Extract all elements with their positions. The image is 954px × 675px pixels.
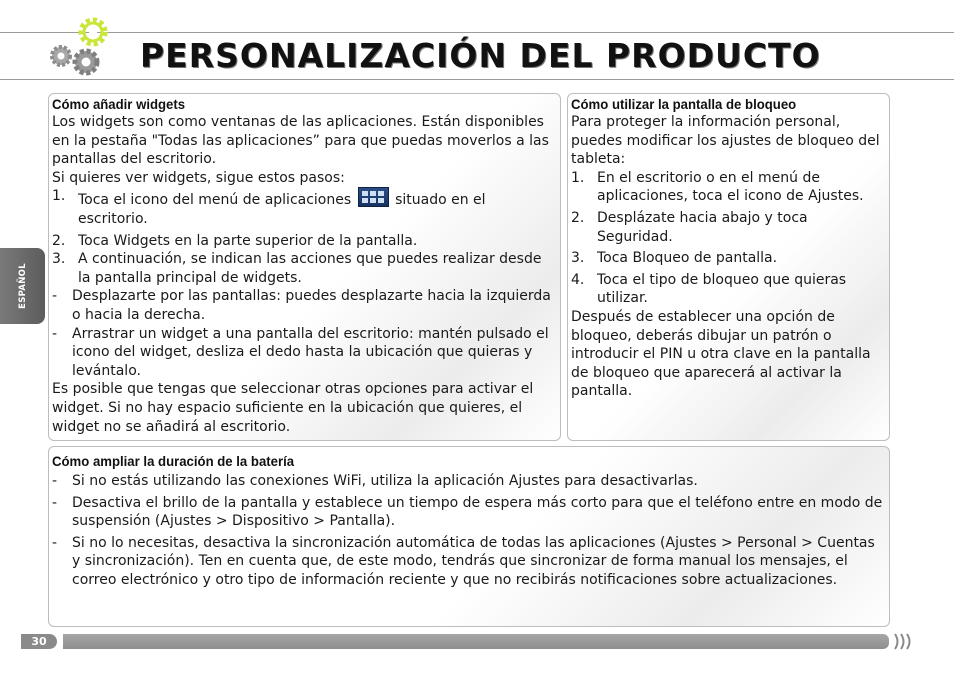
header-bottom-rule <box>0 79 954 80</box>
step-text: Desplázate hacia abajo y toca Seguridad. <box>597 209 808 245</box>
lock-intro: Para proteger la información personal, puedes modificar los ajustes de bloqueo del tableta: <box>571 114 880 168</box>
list-item <box>52 287 557 324</box>
list-item <box>571 249 886 268</box>
action-text: Arrastrar un widget a una pantalla del escritorio: mantén pulsado el icono del widget, desliza el dedo hasta la ubicación que quieras y levántalo. <box>72 325 549 379</box>
widgets-steps <box>52 187 557 287</box>
widgets-lead: Si quieres ver widgets, sigue estos pasos: <box>52 169 345 186</box>
list-marker: - <box>52 473 58 489</box>
list-item <box>52 187 557 228</box>
step-text: Toca Bloqueo de pantalla. <box>597 250 778 267</box>
list-item <box>571 271 886 308</box>
list-marker: - <box>52 325 58 342</box>
widgets-section <box>48 93 561 441</box>
lock-screen-section <box>567 93 890 441</box>
list-item <box>571 209 886 246</box>
list-item <box>52 250 557 287</box>
page-number: 30 <box>21 634 57 649</box>
battery-heading: Cómo ampliar la duración de la batería <box>52 453 295 469</box>
page-title: PERSONALIZACIÓN DEL PRODUCTO <box>140 36 821 75</box>
list-marker: - <box>52 534 58 551</box>
list-marker: 1. <box>571 169 585 186</box>
gears-icon <box>46 14 112 82</box>
list-item <box>52 232 557 251</box>
list-item <box>52 494 886 531</box>
list-marker: 1. <box>52 188 66 205</box>
lock-heading: Cómo utilizar la pantalla de bloqueo <box>571 96 797 112</box>
widgets-outro: Es posible que tengas que seleccionar otras opciones para activar el widget. Si no hay espacio suficiente en la ubicación que quieres, el widget no se añadirá al escritorio. <box>52 381 534 435</box>
list-marker: - <box>52 494 58 511</box>
list-marker: 2. <box>571 209 585 226</box>
list-marker: 4. <box>571 271 585 288</box>
lock-steps <box>571 169 886 308</box>
battery-tips <box>52 472 886 590</box>
step-text: Toca el tipo de bloqueo que quieras utilizar. <box>597 271 847 307</box>
list-item <box>571 169 886 206</box>
list-marker: 3. <box>52 251 66 268</box>
step-text: Toca Widgets en la parte superior de la pantalla. <box>78 232 418 249</box>
step-text: A continuación, se indican las acciones que puedes realizar desde la pantalla principal de widgets. <box>78 251 542 286</box>
apps-menu-icon <box>358 187 389 207</box>
language-tab <box>0 248 45 324</box>
header-top-rule <box>0 32 954 33</box>
battery-section <box>48 446 890 627</box>
step-text: En el escritorio o en el menú de aplicaciones, toca el icono de Ajustes. <box>597 169 864 205</box>
list-marker: 3. <box>571 250 585 267</box>
list-item <box>52 472 886 491</box>
tip-text: Si no estás utilizando las conexiones WiFi, utiliza la aplicación Ajustes para desactivarlas. <box>72 473 698 489</box>
step-text-before: Toca el icono del menú de aplicaciones <box>78 192 352 209</box>
tip-text: Desactiva el brillo de la pantalla y establece un tiempo de espera más corto para que el teléfono entre en modo de suspensión (Ajustes > Dispositivo > Pantalla). <box>72 494 883 530</box>
list-marker: - <box>52 288 58 305</box>
action-text: Desplazarte por las pantallas: puedes desplazarte hacia la izquierda o hacia la derecha. <box>72 288 551 323</box>
widgets-actions <box>52 287 557 380</box>
list-item <box>52 534 886 590</box>
language-tab-label: ESPAÑOL <box>17 263 28 309</box>
lock-outro: Después de establecer una opción de bloqueo, deberás dibujar un patrón o introducir el PIN u otra clave en la pantalla de bloqueo que aparecerá al activar la pantalla. <box>571 308 871 400</box>
list-item <box>52 325 557 381</box>
step-text-after: situado en el escritorio. <box>78 192 486 227</box>
list-marker: 2. <box>52 232 66 249</box>
widgets-intro: Los widgets son como ventanas de las aplicaciones. Están disponibles en la pestaña "Todas las aplicaciones” para que puedas moverlos a las pantallas del escritorio. <box>52 114 549 168</box>
tip-text: Si no lo necesitas, desactiva la sincronización automática de todas las aplicaciones (Ajustes > Personal > Cuentas y sincronización). Ten en cuenta que, de este modo, tendrás que sincronizar de forma manual los mensajes, el correo electrónico y otro tipo de información reciente y que no recibirás notificaciones sobre actualizaciones. <box>72 534 875 588</box>
next-arrows-icon <box>893 632 913 651</box>
widgets-heading: Cómo añadir widgets <box>52 96 186 112</box>
footer-bar <box>63 634 889 649</box>
